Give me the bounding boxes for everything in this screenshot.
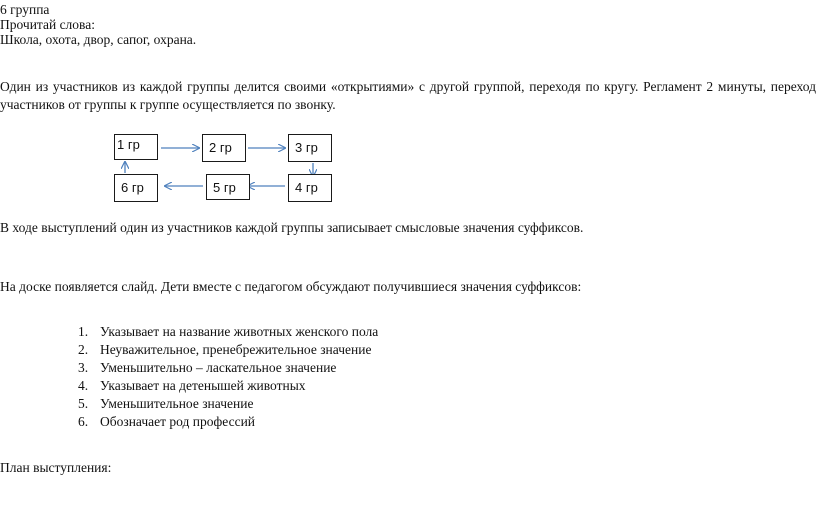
list-item	[78, 359, 378, 377]
group-box-2	[202, 134, 246, 162]
list-item-number: 5.	[78, 396, 89, 411]
group-box-4	[288, 174, 332, 202]
list-item	[78, 341, 378, 359]
group-box-3-label: 3 гр	[295, 140, 318, 155]
list-item-text: Указывает на название животных женского пола	[100, 324, 379, 339]
list-item-number: 3.	[78, 360, 89, 375]
group-box-6-label: 6 гр	[121, 180, 144, 195]
group-box-6	[114, 174, 158, 202]
group-box-4-label: 4 гр	[295, 180, 318, 195]
rules-paragraph: Один из участников из каждой группы делится своими «открытиями» с другой группой, переходя по кругу. Регламент 2 минуты, переход участников от группы к группе осуществляется по звонку.	[0, 79, 816, 112]
recording-paragraph: В ходе выступлений один из участников каждой группы записывает смысловые значения суффиксов.	[0, 220, 584, 235]
group-box-1	[114, 134, 158, 160]
word-list: Школа, охота, двор, сапог, охрана.	[0, 32, 197, 47]
group-box-5-label: 5 гр	[213, 180, 236, 195]
list-item	[78, 377, 378, 395]
list-item	[78, 413, 378, 431]
list-item-text: Указывает на детенышей животных	[100, 378, 306, 393]
list-item-number: 2.	[78, 342, 89, 357]
list-item-text: Неуважительное, пренебрежительное значение	[100, 342, 372, 357]
suffix-meanings-list	[78, 323, 378, 431]
group-box-2-label: 2 гр	[209, 140, 232, 155]
group-title: 6 группа	[0, 2, 50, 17]
group-box-5	[206, 174, 250, 200]
instruction-text: Прочитай слова:	[0, 17, 95, 32]
list-item	[78, 395, 378, 413]
list-item-text: Уменьшительно – ласкательное значение	[100, 360, 337, 375]
list-item-number: 6.	[78, 414, 89, 429]
list-item-number: 4.	[78, 378, 89, 393]
list-item	[78, 323, 378, 341]
list-item-text: Обозначает род профессий	[100, 414, 256, 429]
group-box-3	[288, 134, 332, 162]
slide-paragraph: На доске появляется слайд. Дети вместе с педагогом обсуждают получившиеся значения суффиксов:	[0, 279, 582, 294]
plan-title: План выступления:	[0, 460, 112, 475]
list-item-number: 1.	[78, 324, 89, 339]
list-item-text: Уменьшительное значение	[100, 396, 254, 411]
group-box-1-label: 1 гр	[117, 137, 140, 152]
